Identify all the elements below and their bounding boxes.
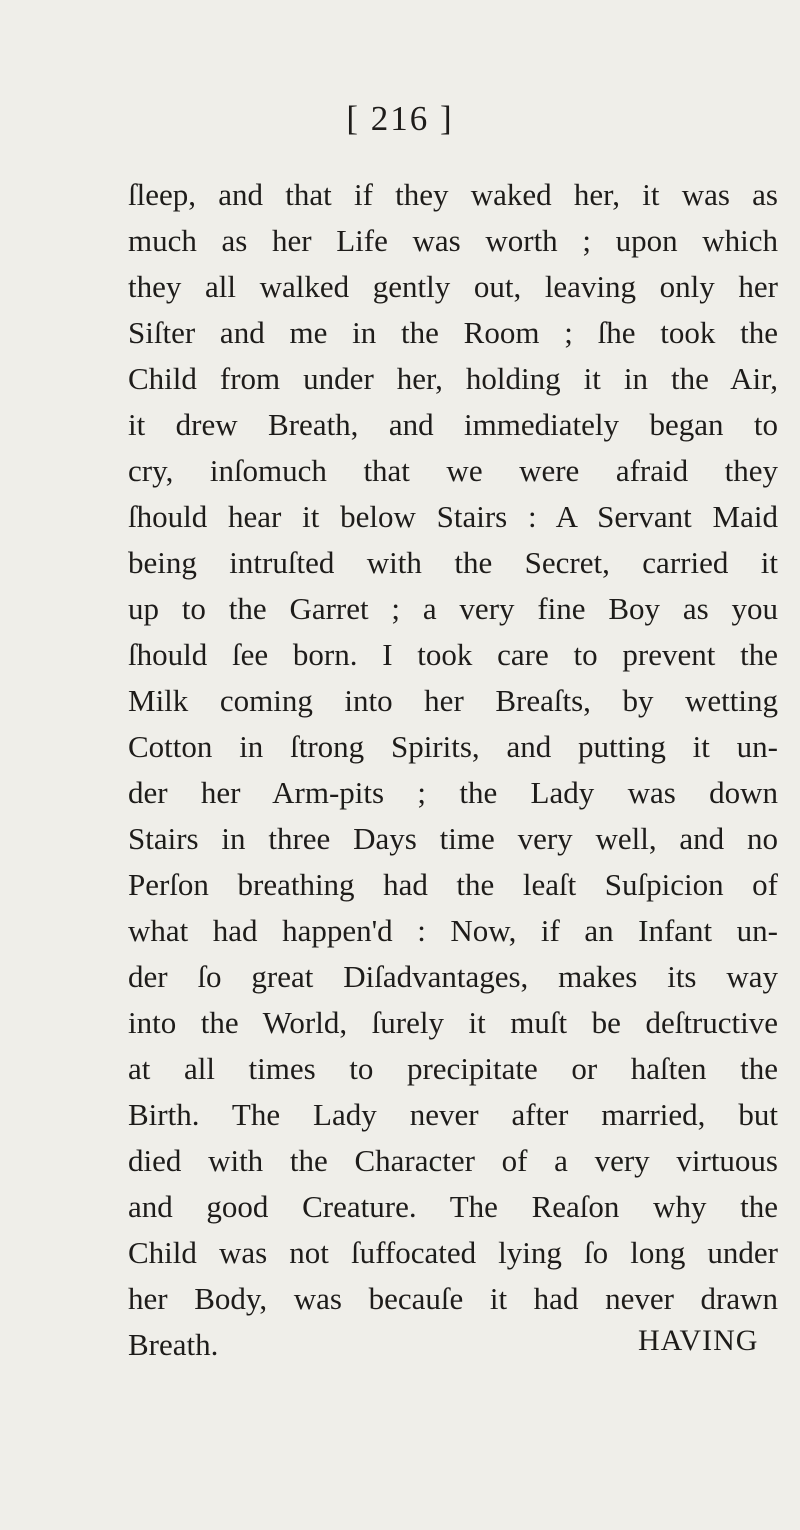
text-line: much as her Life was worth ; upon which (128, 223, 778, 258)
text-line: Breath. (128, 1327, 219, 1362)
text-line: it drew Breath, and immediately began to (128, 407, 778, 442)
catchword: HAVING (638, 1324, 759, 1357)
text-line: Perſon breathing had the leaſt Suſpicion of (128, 867, 778, 902)
text-line: der her Arm-pits ; the Lady was down (128, 775, 778, 810)
text-line: her Body, was becauſe it had never drawn (128, 1281, 778, 1316)
text-line: ſhould hear it below Stairs : A Servant Maid (128, 499, 778, 534)
text-line: ſleep, and that if they waked her, it was as (128, 177, 778, 212)
text-line: Child was not ſuffocated lying ſo long under (128, 1235, 778, 1270)
text-line: Milk coming into her Breaſts, by wetting (128, 683, 778, 718)
text-line: Cotton in ſtrong Spirits, and putting it un- (128, 729, 778, 764)
text-line: Stairs in three Days time very well, and no (128, 821, 778, 856)
text-line: up to the Garret ; a very fine Boy as you (128, 591, 778, 626)
text-line: Siſter and me in the Room ; ſhe took the (128, 315, 778, 350)
text-line: died with the Character of a very virtuous (128, 1143, 778, 1178)
text-line: der ſo great Diſadvantages, makes its way (128, 959, 778, 994)
text-line: and good Creature. The Reaſon why the (128, 1189, 778, 1224)
text-line: what had happen'd : Now, if an Infant un- (128, 913, 778, 948)
text-line: they all walked gently out, leaving only her (128, 269, 778, 304)
text-line: at all times to precipitate or haſten the (128, 1051, 778, 1086)
text-line: Child from under her, holding it in the Air, (128, 361, 778, 396)
body-text (128, 172, 778, 1368)
page-number-header: [ 216 ] (346, 99, 454, 138)
text-line: being intruſted with the Secret, carried it (128, 545, 778, 580)
text-line: ſhould ſee born. I took care to prevent the (128, 637, 778, 672)
text-line: cry, inſomuch that we were afraid they (128, 453, 778, 488)
text-line: into the World, ſurely it muſt be deſtructive (128, 1005, 778, 1040)
text-line: Birth. The Lady never after married, but (128, 1097, 778, 1132)
